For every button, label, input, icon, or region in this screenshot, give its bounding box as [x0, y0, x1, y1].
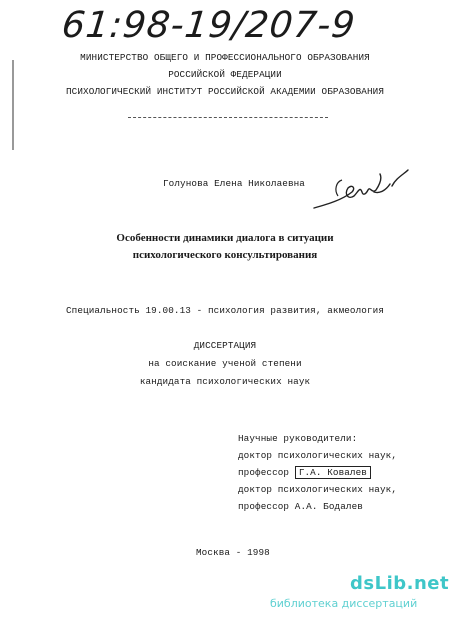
federation-line: РОССИЙСКОЙ ФЕДЕРАЦИИ [168, 69, 282, 80]
advisors-block [238, 430, 397, 515]
advisors-heading: Научные руководители: [238, 433, 358, 444]
header-divider [128, 117, 328, 118]
institute-line: ПСИХОЛОГИЧЕСКИЙ ИНСТИТУТ РОССИЙСКОЙ АКАДЕМИИ ОБРАЗОВАНИЯ [65, 86, 385, 97]
author-name: Голунова Елена Николаевна [163, 178, 305, 189]
specialty-line: Специальность 19.00.13 - психология развития, акмеология [65, 305, 385, 316]
watermark-subtitle: библиотека диссертаций [270, 597, 418, 610]
advisor1-title: профессор [238, 467, 290, 478]
dissertation-title-line2: психологического консультирования [132, 249, 318, 261]
advisor2-name: профессор А.А. Бодалев [238, 501, 363, 512]
advisor2-degree: доктор психологических наук, [238, 484, 398, 495]
dissertation-title-line1: Особенности динамики диалога в ситуации [116, 232, 334, 244]
advisor1-degree: доктор психологических наук, [238, 450, 398, 461]
advisor1-line [238, 464, 397, 481]
degree-line1: на соискание ученой степени [148, 358, 302, 369]
advisor1-name: Г.А. Ковалев [295, 466, 371, 479]
watermark-logo [270, 573, 450, 610]
degree-line2: кандидата психологических наук [139, 376, 311, 387]
dissertation-label: ДИССЕРТАЦИЯ [193, 340, 257, 351]
ministry-line: МИНИСТЕРСТВО ОБЩЕГО И ПРОФЕССИОНАЛЬНОГО ОБРАЗОВАНИЯ [80, 52, 370, 63]
city-year: Москва - 1998 [196, 547, 270, 558]
handwritten-registration-number: 61:98-19/207-9 [59, 5, 358, 46]
watermark-brand: dsLib.net [350, 573, 450, 594]
signature-icon [308, 164, 413, 216]
